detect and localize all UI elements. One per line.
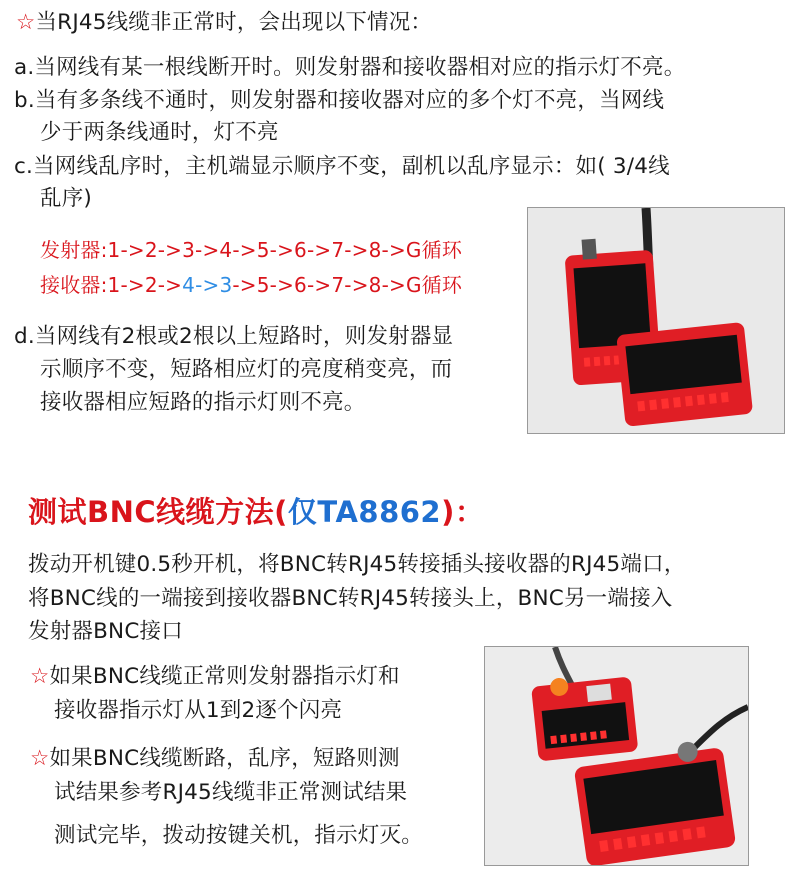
bnc-end-note: 测试完毕，拨动按键关机，指示灯灭。: [54, 823, 423, 848]
device-photo-rj45: [527, 207, 785, 434]
section1-title: ☆当RJ45线缆非正常时，会出现以下情况：: [16, 10, 433, 35]
item-c-line1: c.当网线乱序时，主机端显示顺序不变，副机以乱序显示：如( 3/4线: [14, 154, 670, 179]
star-icon: ☆: [30, 746, 50, 771]
device-photo-bnc-graphic: [485, 647, 748, 865]
item-d-line2: 示顺序不变，短路相应灯的亮度稍变亮，而: [40, 357, 453, 382]
device-photo-bnc: [484, 646, 749, 866]
bnc-bullet1-line2: 接收器指示灯从1到2逐个闪亮: [54, 698, 343, 723]
item-b-line1: b.当有多条线不通时，则发射器和接收器对应的多个灯不亮，当网线: [14, 88, 665, 113]
item-c-line2: 乱序): [40, 186, 92, 211]
bnc-step-p2: 将BNC线的一端接到接收器BNC转RJ45转接头上，BNC另一端接入: [28, 586, 673, 611]
rx-sequence: 接收器:1->2->4->3->5->6->7->8->G循环: [40, 273, 463, 297]
item-d-line3: 接收器相应短路的指示灯则不亮。: [40, 390, 366, 415]
rx-swapped: 4->3: [182, 273, 233, 297]
item-b-line2: 少于两条线通时，灯不亮: [40, 120, 279, 145]
bnc-step-p3: 发射器BNC接口: [28, 619, 183, 644]
model-name: 仅TA8862: [287, 495, 442, 529]
item-a: a.当网线有某一根线断开时。则发射器和接收器相对应的指示灯不亮。: [14, 55, 686, 80]
bnc-bullet2-line1: ☆如果BNC线缆断路，乱序，短路则测: [30, 746, 400, 771]
tx-sequence: 发射器:1->2->3->4->5->6->7->8->G循环: [40, 238, 463, 262]
star-icon: ☆: [16, 10, 36, 35]
star-icon: ☆: [30, 664, 50, 689]
bnc-step-p1: 拨动开机键0.5秒开机，将BNC转RJ45转接插头接收器的RJ45端口，: [28, 552, 686, 577]
device-photo-rj45-graphic: [528, 208, 784, 433]
bnc-bullet1-line1: ☆如果BNC线缆正常则发射器指示灯和: [30, 664, 400, 689]
section2-heading: 测试BNC线缆方法(仅TA8862)：: [28, 495, 485, 529]
bnc-bullet2-line2: 试结果参考RJ45线缆非正常测试结果: [54, 780, 408, 805]
item-d-line1: d.当网线有2根或2根以上短路时，则发射器显: [14, 324, 454, 349]
